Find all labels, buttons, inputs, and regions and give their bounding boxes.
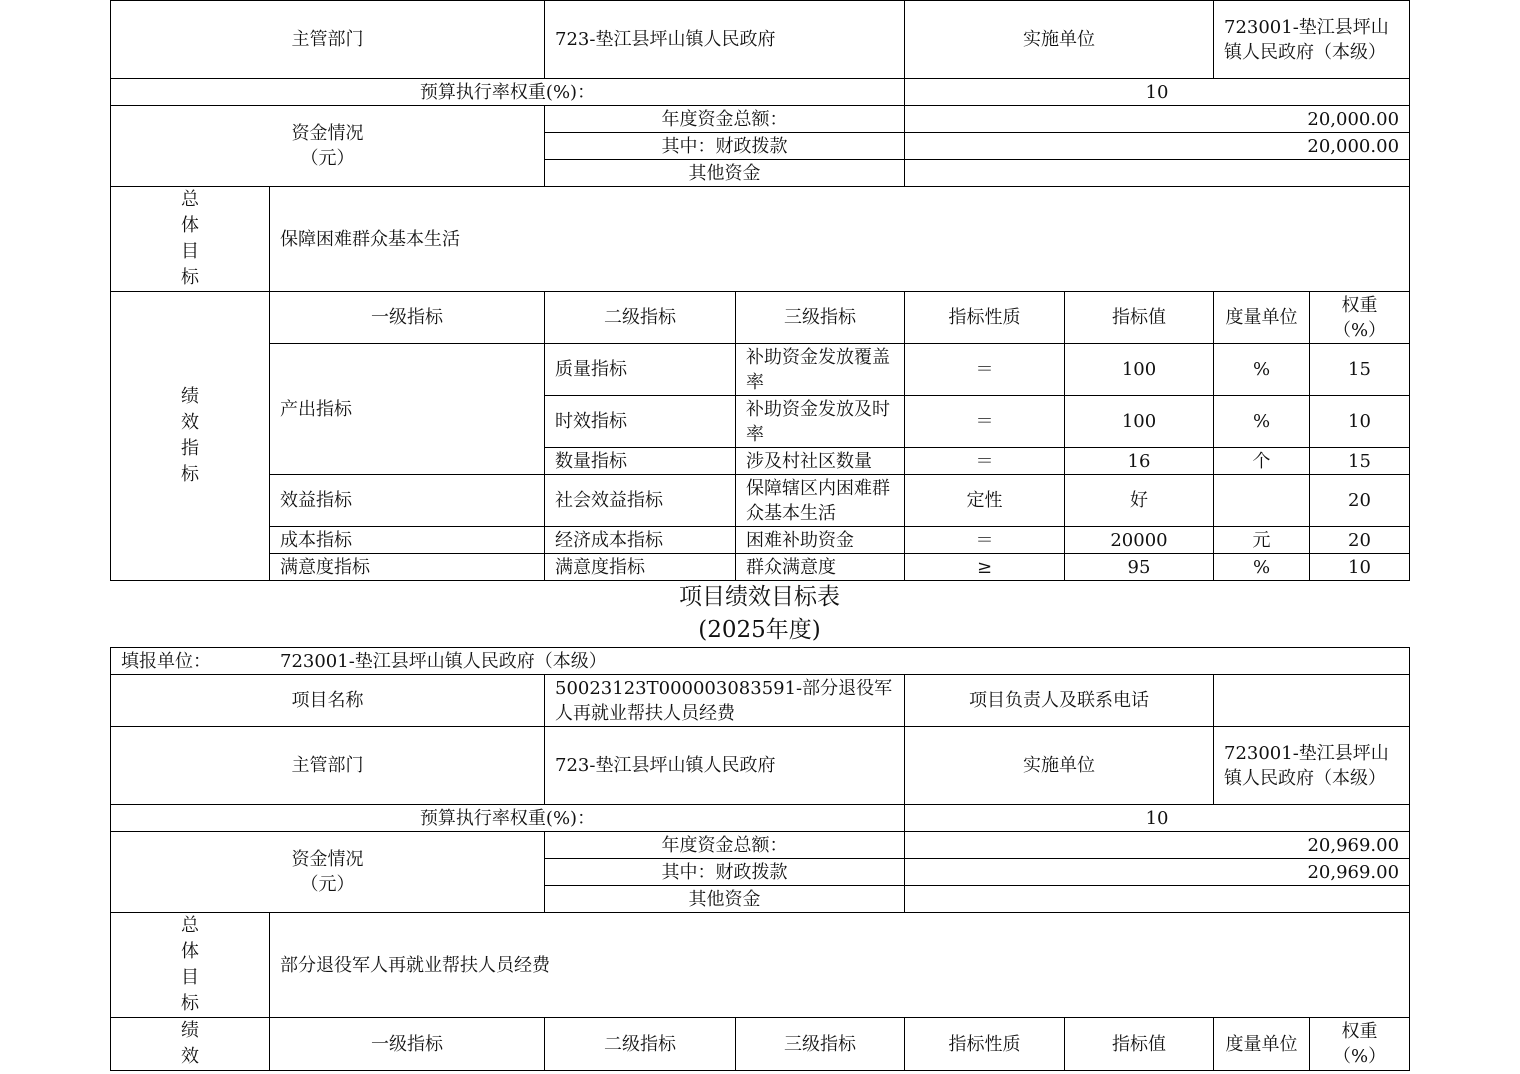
row-weight: 15 (1310, 344, 1410, 396)
contact-value (1214, 675, 1410, 727)
fill-unit-row (111, 648, 1410, 675)
row-l2: 满意度指标 (545, 554, 736, 581)
header-l3: 三级指标 (736, 1018, 905, 1071)
other-funds-value (905, 160, 1410, 187)
supervisor-label: 主管部门 (111, 1, 545, 79)
annual-total-value: 20,969.00 (905, 832, 1410, 859)
header-weight: 权重（%） (1310, 292, 1410, 344)
row-l2: 质量指标 (545, 344, 736, 396)
perf-label (111, 292, 270, 581)
section-year: (2025年度) (698, 617, 821, 643)
funds-label (111, 106, 545, 187)
row-weight: 10 (1310, 554, 1410, 581)
header-unit: 度量单位 (1214, 1018, 1310, 1071)
funds-label (111, 832, 545, 913)
fiscal-label: 其中：财政拨款 (545, 133, 905, 160)
row-value: 95 (1065, 554, 1214, 581)
perf-label-text: 绩效 (181, 1020, 199, 1067)
project-name-label: 项目名称 (111, 675, 545, 727)
other-funds-label: 其他资金 (545, 886, 905, 913)
budget-weight-value: 10 (905, 805, 1410, 832)
funds-label-text: 资金情况（元） (291, 123, 364, 169)
header-l1: 一级指标 (270, 292, 545, 344)
goal-value: 保障困难群众基本生活 (270, 187, 1410, 292)
row-value: 好 (1065, 475, 1214, 527)
row-l3: 保障辖区内困难群众基本生活 (736, 475, 905, 527)
impl-label: 实施单位 (905, 727, 1214, 805)
fiscal-value: 20,000.00 (905, 133, 1410, 160)
other-funds-value (905, 886, 1410, 913)
row-unit: 元 (1214, 527, 1310, 554)
performance-table-1 (110, 0, 1410, 581)
goal-label-text: 总体目标 (181, 189, 199, 288)
row-nature: ＝ (905, 396, 1065, 448)
impl-label: 实施单位 (905, 1, 1214, 79)
row-unit: % (1214, 554, 1310, 581)
budget-weight-value: 10 (905, 79, 1410, 106)
row-l2: 经济成本指标 (545, 527, 736, 554)
supervisor-value: 723-垫江县坪山镇人民政府 (545, 1, 905, 79)
supervisor-label: 主管部门 (111, 727, 545, 805)
header-weight: 权重（%） (1310, 1018, 1410, 1071)
fill-unit-label: 填报单位： (121, 650, 211, 672)
fiscal-value: 20,969.00 (905, 859, 1410, 886)
table-row (111, 554, 1410, 581)
row-l2: 数量指标 (545, 448, 736, 475)
row-nature: ＝ (905, 527, 1065, 554)
goal-label-text: 总体目标 (181, 915, 199, 1014)
funds-label-text: 资金情况（元） (291, 849, 364, 895)
row-nature: ＝ (905, 448, 1065, 475)
row-l1: 效益指标 (270, 475, 545, 527)
row-weight: 15 (1310, 448, 1410, 475)
row-l1: 满意度指标 (270, 554, 545, 581)
row-unit: 个 (1214, 448, 1310, 475)
row-value: 100 (1065, 344, 1214, 396)
goal-value: 部分退役军人再就业帮扶人员经费 (270, 913, 1410, 1018)
budget-weight-label: 预算执行率权重(%)： (111, 79, 905, 106)
budget-weight-label: 预算执行率权重(%)： (111, 805, 905, 832)
header-value: 指标值 (1065, 1018, 1214, 1071)
project-name-value: 50023123T000003083591-部分退役军人再就业帮扶人员经费 (545, 675, 905, 727)
impl-value: 723001-垫江县坪山镇人民政府（本级） (1214, 1, 1410, 79)
fill-unit-value: 723001-垫江县坪山镇人民政府（本级） (280, 650, 607, 672)
section-title: 项目绩效目标表 (679, 584, 840, 610)
table-row (111, 344, 1410, 396)
row-l3: 补助资金发放覆盖率 (736, 344, 905, 396)
row-l3: 补助资金发放及时率 (736, 396, 905, 448)
table-row (111, 527, 1410, 554)
row-weight: 10 (1310, 396, 1410, 448)
perf-label (111, 1018, 270, 1071)
annual-total-label: 年度资金总额： (545, 832, 905, 859)
row-nature: ＝ (905, 344, 1065, 396)
row-nature: 定性 (905, 475, 1065, 527)
row-l2: 时效指标 (545, 396, 736, 448)
supervisor-value: 723-垫江县坪山镇人民政府 (545, 727, 905, 805)
fiscal-label: 其中：财政拨款 (545, 859, 905, 886)
header-nature: 指标性质 (905, 292, 1065, 344)
annual-total-value: 20,000.00 (905, 106, 1410, 133)
header-l3: 三级指标 (736, 292, 905, 344)
contact-label: 项目负责人及联系电话 (905, 675, 1214, 727)
header-nature: 指标性质 (905, 1018, 1065, 1071)
row-l3: 困难补助资金 (736, 527, 905, 554)
goal-label (111, 187, 270, 292)
table-row (111, 475, 1410, 527)
row-l1: 成本指标 (270, 527, 545, 554)
row-l2: 社会效益指标 (545, 475, 736, 527)
row-unit: % (1214, 396, 1310, 448)
row-weight: 20 (1310, 475, 1410, 527)
row-nature: ≥ (905, 554, 1065, 581)
perf-label-text: 绩效指标 (181, 386, 199, 485)
row-l1: 产出指标 (270, 344, 545, 475)
row-value: 100 (1065, 396, 1214, 448)
header-l2: 二级指标 (545, 1018, 736, 1071)
impl-value: 723001-垫江县坪山镇人民政府（本级） (1214, 727, 1410, 805)
performance-table-2 (110, 647, 1410, 1071)
row-l3: 涉及村社区数量 (736, 448, 905, 475)
header-unit: 度量单位 (1214, 292, 1310, 344)
row-weight: 20 (1310, 527, 1410, 554)
header-l2: 二级指标 (545, 292, 736, 344)
row-l3: 群众满意度 (736, 554, 905, 581)
header-value: 指标值 (1065, 292, 1214, 344)
row-unit (1214, 475, 1310, 527)
annual-total-label: 年度资金总额： (545, 106, 905, 133)
other-funds-label: 其他资金 (545, 160, 905, 187)
row-value: 20000 (1065, 527, 1214, 554)
header-l1: 一级指标 (270, 1018, 545, 1071)
row-value: 16 (1065, 448, 1214, 475)
goal-label (111, 913, 270, 1018)
row-unit: % (1214, 344, 1310, 396)
